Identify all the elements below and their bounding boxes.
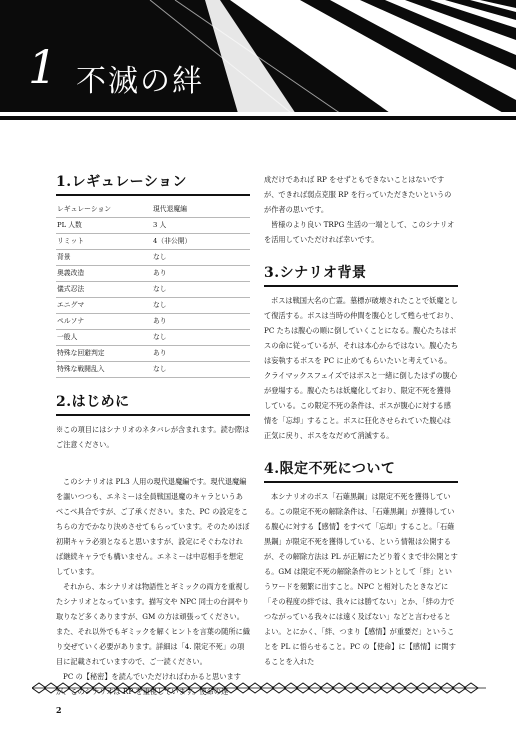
regulation-table xyxy=(56,202,250,378)
table-cell: なし xyxy=(152,250,250,266)
table-cell: あり xyxy=(152,346,250,362)
table-row xyxy=(56,218,250,234)
table-cell: 背景 xyxy=(56,250,152,266)
table-cell: 特殊な戦闘乱入 xyxy=(56,362,152,378)
table-row xyxy=(56,234,250,250)
spacer xyxy=(56,452,250,474)
banner-divider-black xyxy=(0,116,516,120)
paragraph: 成だけであれば RP をせずともできないことはないですが、できれば弱点克服 RP を行っていただきたいというのが作者の思いです。 xyxy=(264,175,452,214)
paragraph: このシナリオは PL3 人用の現代退魔編です。現代退魔編を謳いつつも、エネミーは全員戦国退魔のキャラというあべこべ具合ですが、ご了承ください。また、PC の設定をこちらの方でかなり決めさせてもらっています。そのためほぼ初期キャラ必須となると思いますが、設定にそぐわなければ継続キャラでも構いません。エネミーは中忍相手を想定しています。 xyxy=(56,477,250,576)
table-cell: エニグマ xyxy=(56,298,152,314)
paragraph: PC の【秘密】を読んでいただければわかると思いますが、このシナリオは RP を重視しています。使命の達 xyxy=(56,672,241,696)
table-row xyxy=(56,282,250,298)
table-row xyxy=(56,314,250,330)
table-row xyxy=(56,362,250,378)
table-cell: なし xyxy=(152,330,250,346)
table-cell: 儀式忍法 xyxy=(56,282,152,298)
table-cell: ペルソナ xyxy=(56,314,152,330)
table-cell: なし xyxy=(152,362,250,378)
table-row xyxy=(56,202,250,218)
table-cell: レギュレーション xyxy=(56,202,152,218)
table-cell: 一般人 xyxy=(56,330,152,346)
table-cell: リミット xyxy=(56,234,152,250)
right-column xyxy=(264,172,458,669)
chapter-title: 不滅の絆 xyxy=(76,64,204,99)
paragraph: それから、本シナリオは物語性とギミックの両方を重視したシナリオとなっています。描写文や NPC 同士の台詞やり取りなど多くありますが、GM の方は頑張ってください。また、それ以外でもギミックを解くヒントを言葉の随所に織り交ぜていく必要があります。詳細は「4. 限定不死」の項目に記載されていますので、ご一読ください。 xyxy=(56,582,250,666)
section-heading-introduction: 2.はじめに xyxy=(56,392,250,416)
paragraph: ボスは戦国大名の亡霊。墓標が破壊されたことで妖魔として復活する。ボスは当時の仲間を腹心として甦らせており、PC たちは腹心の順に倒していくことになる。腹心たちはボスの命に従っているが、それは本心からではない。腹心たちは妄執するボスを PC に止めてもらいたいと考えている。クライマックスフェイズではボスと一緒に倒したはずの腹心が登場する。腹心たちは妖魔化しており、限定不死を獲得している。この限定不死の条件は、ボスが腹心に対する感情を「忘却」すること。ボスに狂化させられていた腹心は正気に戻り、ボスをなだめて消滅する。 xyxy=(264,296,458,440)
table-row xyxy=(56,346,250,362)
table-row xyxy=(56,250,250,266)
table-cell: あり xyxy=(152,314,250,330)
spacer xyxy=(264,443,458,459)
spacer xyxy=(56,378,250,392)
table-row xyxy=(56,330,250,346)
table-row xyxy=(56,266,250,282)
section-heading-limited-immortality: 4.限定不死について xyxy=(264,459,458,483)
paragraph: 本シナリオのボス「石薙黒鋼」は限定不死を獲得している。この限定不死の解除条件は、「石薙黒鋼」が獲得している腹心に対する【感情】をすべて「忘却」すること。「石薙黒鋼」が限定不死を獲得している、という情報は公開するが、その解除方法は PL が正解にたどり着くまで非公開とする。GM は限定不死の解除条件のヒントとして「絆」というワードを頻繁に出すこと。NPC と相対したときなどに「その程度の絆では、我々には勝てない」とか、「絆の力でつながっている我々には遠く及ばない」などと言わせるとよい。とにかく、「絆、つまり【感情】が重要だ」ということを PL に悟らせること。PC の【使命】に【感情】に関することを入れた xyxy=(264,492,458,666)
table-cell: 奥義改造 xyxy=(56,266,152,282)
table-cell: あり xyxy=(152,266,250,282)
table-cell: なし xyxy=(152,282,250,298)
table-row xyxy=(56,298,250,314)
spoiler-note: ※この項目にはシナリオのネタバレが含まれます。読む際はご注意ください。 xyxy=(56,425,250,449)
table-cell: 3 人 xyxy=(152,218,250,234)
table-cell: なし xyxy=(152,298,250,314)
table-cell: 現代退魔編 xyxy=(152,202,250,218)
table-cell: 4（非公開） xyxy=(152,234,250,250)
table-cell: 特殊な回避判定 xyxy=(56,346,152,362)
chapter-banner xyxy=(0,0,516,148)
table-cell: PL 人数 xyxy=(56,218,152,234)
paragraph: 皆様のより良い TRPG 生活の一端として、このシナリオを活用していただければ幸いです。 xyxy=(264,220,455,244)
spacer xyxy=(264,247,458,263)
page-number: 2 xyxy=(56,705,62,715)
section-heading-regulation: 1.レギュレーション xyxy=(56,172,250,196)
footer-chain-decoration xyxy=(32,682,486,694)
section-heading-background: 3.シナリオ背景 xyxy=(264,263,458,287)
left-column xyxy=(56,172,250,699)
chapter-number: 1 xyxy=(28,40,57,94)
